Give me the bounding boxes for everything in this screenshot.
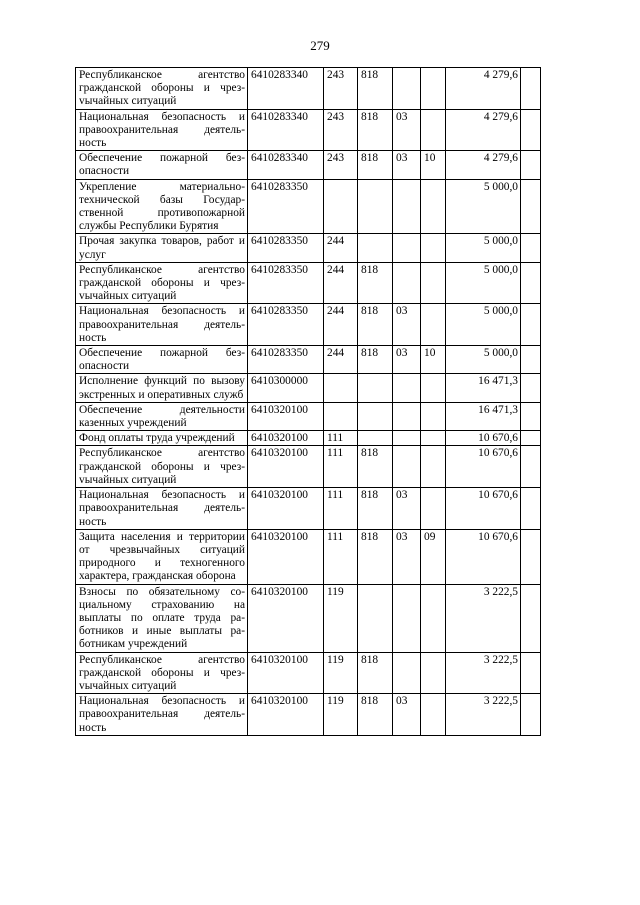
subsection-code [421, 179, 446, 234]
row-name: Республиканское агентство гражданской обороны и чрезvычайных ситуаций [76, 652, 248, 694]
row-name: Укрепление материально-технической базы Государственной противопожарной службы Республики Бурятия [76, 179, 248, 234]
row-name: Национальная безопасность и правоохранительная деятельность [76, 488, 248, 530]
subsection-code [421, 488, 446, 530]
subsection-code: 10 [421, 346, 446, 374]
target-article-code: 6410283340 [248, 109, 324, 151]
amount-value: 5 000,0 [446, 179, 521, 234]
target-article-code: 6410283340 [248, 151, 324, 179]
row-name: Обеспечение деятельности казенных учреждений [76, 402, 248, 430]
subsection-code [421, 262, 446, 304]
section-code [393, 446, 421, 488]
expense-type-code: 111 [324, 431, 358, 446]
empty-cell [521, 694, 541, 736]
expense-type-code: 111 [324, 529, 358, 584]
row-name: Национальная безопасность и правоохранительная деятельность [76, 304, 248, 346]
subsection-code [421, 109, 446, 151]
table-row [76, 179, 541, 234]
ministry-code: 818 [358, 68, 393, 110]
target-article-code: 6410283350 [248, 346, 324, 374]
section-code [393, 374, 421, 402]
ministry-code: 818 [358, 529, 393, 584]
expense-type-code [324, 402, 358, 430]
ministry-code: 818 [358, 109, 393, 151]
ministry-code: 818 [358, 488, 393, 530]
subsection-code [421, 304, 446, 346]
ministry-code: 818 [358, 346, 393, 374]
ministry-code: 818 [358, 304, 393, 346]
section-code: 03 [393, 109, 421, 151]
subsection-code [421, 374, 446, 402]
amount-value: 4 279,6 [446, 109, 521, 151]
table-row [76, 402, 541, 430]
expense-type-code: 119 [324, 584, 358, 652]
empty-cell [521, 262, 541, 304]
row-name: Обеспечение пожарной безопасности [76, 151, 248, 179]
section-code [393, 234, 421, 262]
table-row [76, 652, 541, 694]
ministry-code [358, 584, 393, 652]
subsection-code [421, 652, 446, 694]
amount-value: 3 222,5 [446, 652, 521, 694]
empty-cell [521, 234, 541, 262]
empty-cell [521, 179, 541, 234]
budget-table [75, 67, 541, 736]
amount-value: 3 222,5 [446, 584, 521, 652]
ministry-code: 818 [358, 694, 393, 736]
amount-value: 5 000,0 [446, 262, 521, 304]
subsection-code [421, 446, 446, 488]
target-article-code: 6410320100 [248, 584, 324, 652]
empty-cell [521, 374, 541, 402]
section-code: 03 [393, 529, 421, 584]
row-name: Национальная безопасность и правоохранительная деятельность [76, 109, 248, 151]
empty-cell [521, 446, 541, 488]
target-article-code: 6410320100 [248, 694, 324, 736]
empty-cell [521, 402, 541, 430]
amount-value: 3 222,5 [446, 694, 521, 736]
section-code [393, 402, 421, 430]
expense-type-code: 243 [324, 151, 358, 179]
expense-type-code: 119 [324, 652, 358, 694]
section-code [393, 179, 421, 234]
amount-value: 10 670,6 [446, 446, 521, 488]
table-row [76, 584, 541, 652]
target-article-code: 6410320100 [248, 431, 324, 446]
expense-type-code: 244 [324, 346, 358, 374]
table-row [76, 374, 541, 402]
ministry-code [358, 402, 393, 430]
table-row [76, 68, 541, 110]
target-article-code: 6410283340 [248, 68, 324, 110]
table-row [76, 304, 541, 346]
ministry-code: 818 [358, 652, 393, 694]
amount-value: 4 279,6 [446, 151, 521, 179]
subsection-code [421, 431, 446, 446]
table-body [76, 68, 541, 736]
amount-value: 4 279,6 [446, 68, 521, 110]
ministry-code: 818 [358, 151, 393, 179]
subsection-code: 10 [421, 151, 446, 179]
empty-cell [521, 529, 541, 584]
amount-value: 16 471,3 [446, 374, 521, 402]
target-article-code: 6410300000 [248, 374, 324, 402]
table-row [76, 346, 541, 374]
amount-value: 5 000,0 [446, 234, 521, 262]
section-code: 03 [393, 151, 421, 179]
page-number: 279 [310, 38, 330, 53]
expense-type-code [324, 374, 358, 402]
table-row [76, 262, 541, 304]
section-code: 03 [393, 346, 421, 374]
empty-cell [521, 488, 541, 530]
ministry-code [358, 374, 393, 402]
amount-value: 5 000,0 [446, 346, 521, 374]
row-name: Фонд оплаты труда учреждений [76, 431, 248, 446]
row-name: Национальная безопасность и правоохранительная деятельность [76, 694, 248, 736]
row-name: Исполнение функций по вызову экстренных и оперативных служб [76, 374, 248, 402]
table-row [76, 234, 541, 262]
empty-cell [521, 151, 541, 179]
row-name: Республиканское агентство гражданской обороны и чрезvычайных ситуаций [76, 68, 248, 110]
amount-value: 10 670,6 [446, 431, 521, 446]
expense-type-code: 111 [324, 446, 358, 488]
empty-cell [521, 584, 541, 652]
amount-value: 5 000,0 [446, 304, 521, 346]
amount-value: 10 670,6 [446, 488, 521, 530]
target-article-code: 6410283350 [248, 179, 324, 234]
section-code: 03 [393, 304, 421, 346]
row-name: Прочая закупка товаров, работ и услуг [76, 234, 248, 262]
section-code [393, 431, 421, 446]
table-row [76, 151, 541, 179]
table-row [76, 446, 541, 488]
target-article-code: 6410320100 [248, 529, 324, 584]
row-name: Республиканское агентство гражданской обороны и чрезvычайных ситуаций [76, 446, 248, 488]
target-article-code: 6410320100 [248, 402, 324, 430]
target-article-code: 6410283350 [248, 262, 324, 304]
amount-value: 10 670,6 [446, 529, 521, 584]
expense-type-code: 244 [324, 234, 358, 262]
subsection-code [421, 584, 446, 652]
row-name: Обеспечение пожарной безопасности [76, 346, 248, 374]
empty-cell [521, 68, 541, 110]
expense-type-code: 243 [324, 109, 358, 151]
ministry-code [358, 431, 393, 446]
empty-cell [521, 109, 541, 151]
expense-type-code [324, 179, 358, 234]
empty-cell [521, 304, 541, 346]
table-row [76, 431, 541, 446]
expense-type-code: 243 [324, 68, 358, 110]
target-article-code: 6410320100 [248, 446, 324, 488]
row-name: Взносы по обязательному социальному страхованию на выплаты по оплате труда работников и иные выплаты работникам учреждений [76, 584, 248, 652]
section-code [393, 262, 421, 304]
table-row [76, 529, 541, 584]
ministry-code [358, 234, 393, 262]
ministry-code: 818 [358, 446, 393, 488]
section-code: 03 [393, 488, 421, 530]
target-article-code: 6410283350 [248, 304, 324, 346]
table-row [76, 694, 541, 736]
subsection-code: 09 [421, 529, 446, 584]
subsection-code [421, 694, 446, 736]
target-article-code: 6410283350 [248, 234, 324, 262]
section-code [393, 652, 421, 694]
empty-cell [521, 652, 541, 694]
section-code [393, 68, 421, 110]
empty-cell [521, 431, 541, 446]
amount-value: 16 471,3 [446, 402, 521, 430]
expense-type-code: 244 [324, 304, 358, 346]
subsection-code [421, 68, 446, 110]
ministry-code: 818 [358, 262, 393, 304]
section-code: 03 [393, 694, 421, 736]
row-name: Защита населения и территории от чрезвычайных ситуаций природного и техногенного характера, гражданская оборона [76, 529, 248, 584]
target-article-code: 6410320100 [248, 652, 324, 694]
subsection-code [421, 402, 446, 430]
section-code [393, 584, 421, 652]
expense-type-code: 119 [324, 694, 358, 736]
subsection-code [421, 234, 446, 262]
expense-type-code: 111 [324, 488, 358, 530]
empty-cell [521, 346, 541, 374]
row-name: Республиканское агентство гражданской обороны и чрезvычайных ситуаций [76, 262, 248, 304]
target-article-code: 6410320100 [248, 488, 324, 530]
table-row [76, 488, 541, 530]
table-row [76, 109, 541, 151]
ministry-code [358, 179, 393, 234]
expense-type-code: 244 [324, 262, 358, 304]
